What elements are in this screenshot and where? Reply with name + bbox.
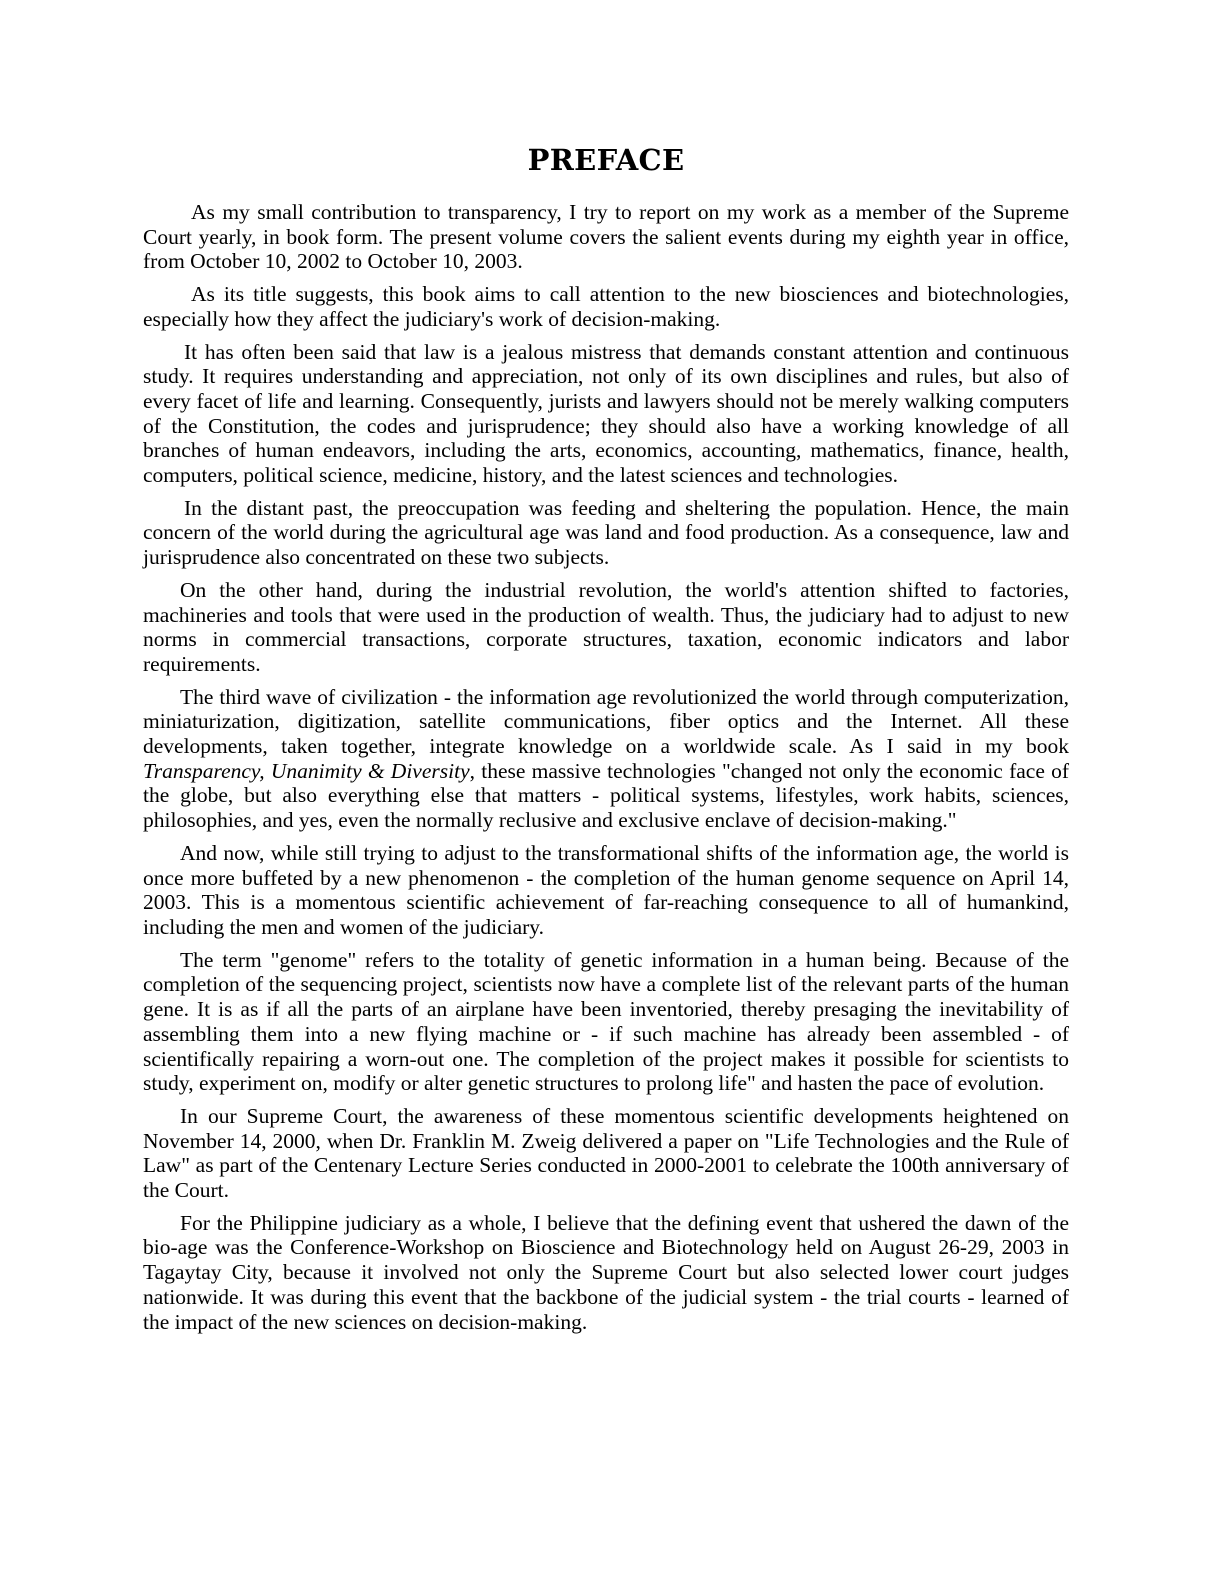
paragraph-1: As my small contribution to transparency, I try to report on my work as a member of the Supreme Court yearly, in book form. The present volume covers the salient events during my eighth year in office, from October 10, 2002 to October 10, 2003. xyxy=(143,200,1069,274)
document-page xyxy=(143,140,1069,1342)
book-title: Transparency, Unanimity & Diversity xyxy=(143,758,470,783)
paragraph-9: In our Supreme Court, the awareness of these momentous scientific developments heightened on November 14, 2000, when Dr. Franklin M. Zweig delivered a paper on "Life Technologies and the Rule of Law" as part of the Centenary Lecture Series conducted in 2000-2001 to celebrate the 100th anniversary of the Court. xyxy=(143,1103,1069,1203)
paragraph-2: As its title suggests, this book aims to call attention to the new biosciences and biotechnologies, especially how they affect the judiciary's work of decision-making. xyxy=(143,282,1069,331)
paragraph-6-after: , these massive technologies "changed not only the economic face of the globe, but also everything else that matters - political systems, lifestyles, work habits, sciences, philosophies, and yes, even the normally reclusive and exclusive enclave of decision-making." xyxy=(143,758,1069,833)
page-title: PREFACE xyxy=(527,143,685,177)
paragraph-6-before: The third wave of civilization - the information age revolutionized the world through computerization, miniaturization, digitization, satellite communications, fiber optics and the Internet. All these developments, taken together, integrate knowledge on a worldwide scale. As I said in my book xyxy=(143,684,1069,759)
paragraph-4: In the distant past, the preoccupation was feeding and sheltering the population. Hence, the main concern of the world during the agricultural age was land and food production. As a consequence, law and jurisprudence also concentrated on these two subjects. xyxy=(143,495,1069,570)
paragraph-8: The term "genome" refers to the totality of genetic information in a human being. Because of the completion of the sequencing project, scientists now have a complete list of the relevant parts of the human gene. It is as if all the parts of an airplane have been inventoried, thereby presaging the inevitability of assembling them into a new flying machine or - if such machine has already been assembled - of scientifically repairing a worn-out one. The completion of the project makes it possible for scientists to study, experiment on, modify or alter genetic structures to prolong life" and hasten the pace of evolution. xyxy=(143,947,1069,1096)
paragraph-6 xyxy=(143,685,1069,833)
paragraph-3: It has often been said that law is a jealous mistress that demands constant attention and continuous study. It requires understanding and appreciation, not only of its own disciplines and rules, but also of every facet of life and learning. Consequently, jurists and lawyers should not be merely walking computers of the Constitution, the codes and jurisprudence; they should also have a working knowledge of all branches of human endeavors, including the arts, economics, accounting, mathematics, finance, health, computers, political science, medicine, history, and the latest sciences and technologies. xyxy=(143,339,1069,488)
paragraph-5: On the other hand, during the industrial revolution, the world's attention shifted to factories, machineries and tools that were used in the production of wealth. Thus, the judiciary had to adjust to new norms in commercial transactions, corporate structures, taxation, economic indicators and labor requirements. xyxy=(143,577,1069,676)
paragraph-10: For the Philippine judiciary as a whole, I believe that the defining event that ushered the dawn of the bio-age was the Conference-Workshop on Bioscience and Biotechnology held on August 26-29, 2003 in Tagaytay City, because it involved not only the Supreme Court but also selected lower court judges nationwide. It was during this event that the backbone of the judicial system - the trial courts - learned of the impact of the new sciences on decision-making. xyxy=(143,1210,1069,1334)
paragraph-7: And now, while still trying to adjust to the transformational shifts of the information age, the world is once more buffeted by a new phenomenon - the completion of the human genome sequence on April 14, 2003. This is a momentous scientific achievement of far-reaching consequence to all of humankind, including the men and women of the judiciary. xyxy=(143,840,1069,939)
